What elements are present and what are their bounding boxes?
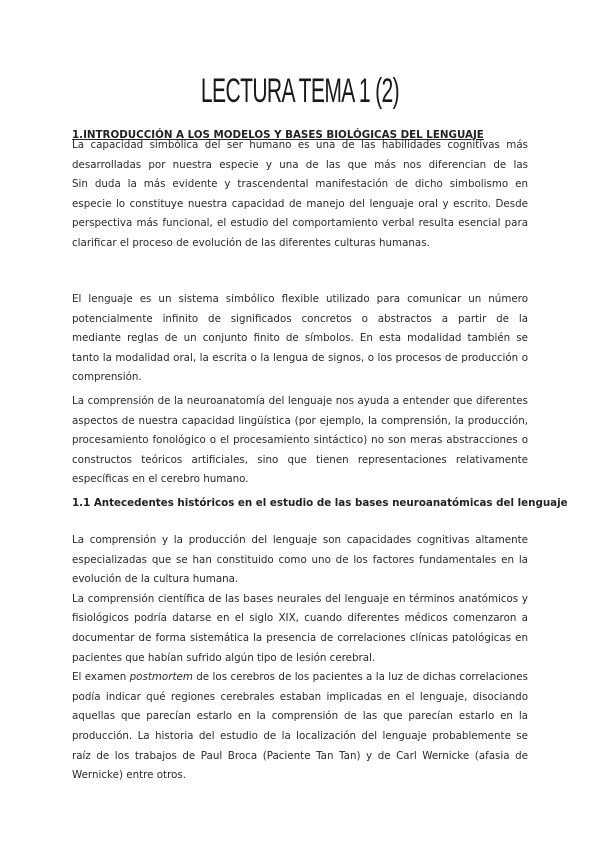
document-title: LECTURA TEMA 1 (2) — [200, 72, 400, 110]
text-line: potencialmente infinito de significados concretos o abstractos a partir de la — [72, 312, 528, 325]
text-line: aspectos de nuestra capacidad lingüística (por ejemplo, la comprensión, la producción, — [72, 414, 528, 427]
paragraph-2 — [72, 290, 528, 388]
text-line: evolución de la cultura humana. — [72, 573, 239, 586]
text-line: clarificar el proceso de evolución de las diferentes culturas humanas. — [72, 236, 430, 249]
text-line: especializadas que se han constituido como uno de los factores fundamentales en la — [72, 553, 528, 566]
text-line: El lenguaje es un sistema simbólico flexible utilizado para comunicar un número — [72, 293, 528, 305]
text-line: especie lo constituye nuestra capacidad de manejo del lenguaje oral y escrito. Desde — [72, 197, 528, 210]
text-line: perspectiva más funcional, el estudio del comportamiento verbal resulta esencial para — [72, 217, 528, 230]
text-line — [72, 668, 528, 688]
text-line: mediante reglas de un conjunto finito de símbolos. En esta modalidad también se — [72, 332, 528, 345]
text-span: El examen — [72, 671, 130, 684]
text-line: documentar de forma sistemática la presencia de correlaciones clínicas patológicas en — [72, 631, 528, 644]
text-line: procesamiento fonológico o el procesamiento sintáctico) no son meras abstracciones o — [72, 434, 528, 447]
paragraph-1 — [72, 136, 528, 254]
text-line: producción. La historia del estudio de la localización del lenguaje probablemente se — [72, 729, 528, 742]
text-line: tanto la modalidad oral, la escrita o la lengua de signos, o los procesos de producción o — [72, 351, 528, 364]
text-line: La comprensión de la neuroanatomía del lenguaje nos ayuda a entender que diferentes — [72, 395, 528, 407]
paragraph-4 — [72, 531, 528, 786]
section-heading-1-1: 1.1 Antecedentes históricos en el estudio de las bases neuroanatómicas del lenguaje — [72, 497, 568, 509]
paragraph-3 — [72, 392, 528, 490]
text-line: pacientes que habían sufrido algún tipo de lesión cerebral. — [72, 651, 376, 664]
text-line: fisiológicos podría datarse en el siglo XIX, cuando diferentes médicos comenzaron a — [72, 612, 528, 625]
text-line: Sin duda la más evidente y trascendental manifestación de dicho simbolismo en — [72, 178, 528, 191]
italic-term: postmortem — [129, 671, 193, 684]
text-span: de los cerebros de los pacientes a la luz de dichas correlaciones — [192, 671, 528, 684]
text-line: constructos teóricos artificiales, sino que tienen representaciones relativamente — [72, 453, 528, 466]
text-line: La capacidad simbólica del ser humano es una de las habilidades cognitivas más — [72, 139, 528, 151]
text-line: comprensión. — [72, 371, 142, 384]
text-line: raíz de los trabajos de Paul Broca (Paciente Tan Tan) y de Carl Wernicke (afasia de — [72, 749, 528, 762]
text-line: aquellas que parecían estarlo en la comprensión de las que parecían estarlo en la — [72, 710, 528, 723]
section-heading-1: 1.INTRODUCCIÓN A LOS MODELOS Y BASES BIOLÓGICAS DEL LENGUAJE — [72, 129, 484, 141]
text-line: La comprensión científica de las bases neurales del lenguaje en términos anatómicos y — [72, 592, 528, 605]
text-line: desarrolladas por nuestra especie y una de las que más nos diferencian de las — [72, 158, 528, 171]
text-line: específicas en el cerebro humano. — [72, 473, 249, 486]
text-line: Wernicke) entre otros. — [72, 769, 187, 782]
text-line: La comprensión y la producción del lenguaje son capacidades cognitivas altamente — [72, 534, 528, 546]
text-line: podía indicar qué regiones cerebrales estaban implicadas en el lenguaje, disociando — [72, 690, 528, 703]
